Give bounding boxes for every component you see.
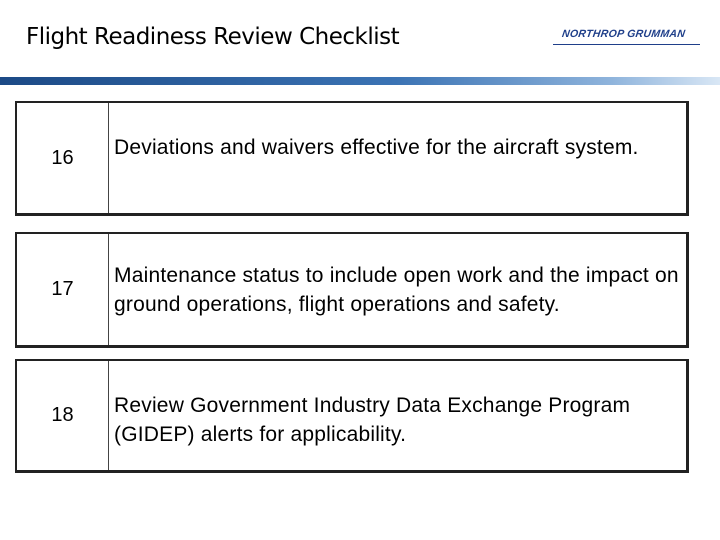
header-divider-bar	[0, 77, 720, 85]
item-number: 18	[17, 361, 109, 470]
item-description: Deviations and waivers effective for the aircraft system.	[114, 136, 639, 159]
company-logo: NORTHROP GRUMMAN	[561, 28, 687, 40]
item-description: Review Government Industry Data Exchange Program (GIDEP) alerts for applicability.	[114, 394, 631, 446]
item-description: Maintenance status to include open work and the impact on ground operations, flight operations and safety.	[114, 263, 679, 316]
logo-underline	[553, 44, 700, 45]
item-number: 17	[17, 234, 109, 345]
item-number: 16	[17, 103, 109, 213]
page-title: Flight Readiness Review Checklist	[26, 24, 400, 50]
checklist-row	[15, 101, 689, 216]
checklist-row	[15, 232, 689, 348]
checklist-row	[15, 359, 689, 473]
